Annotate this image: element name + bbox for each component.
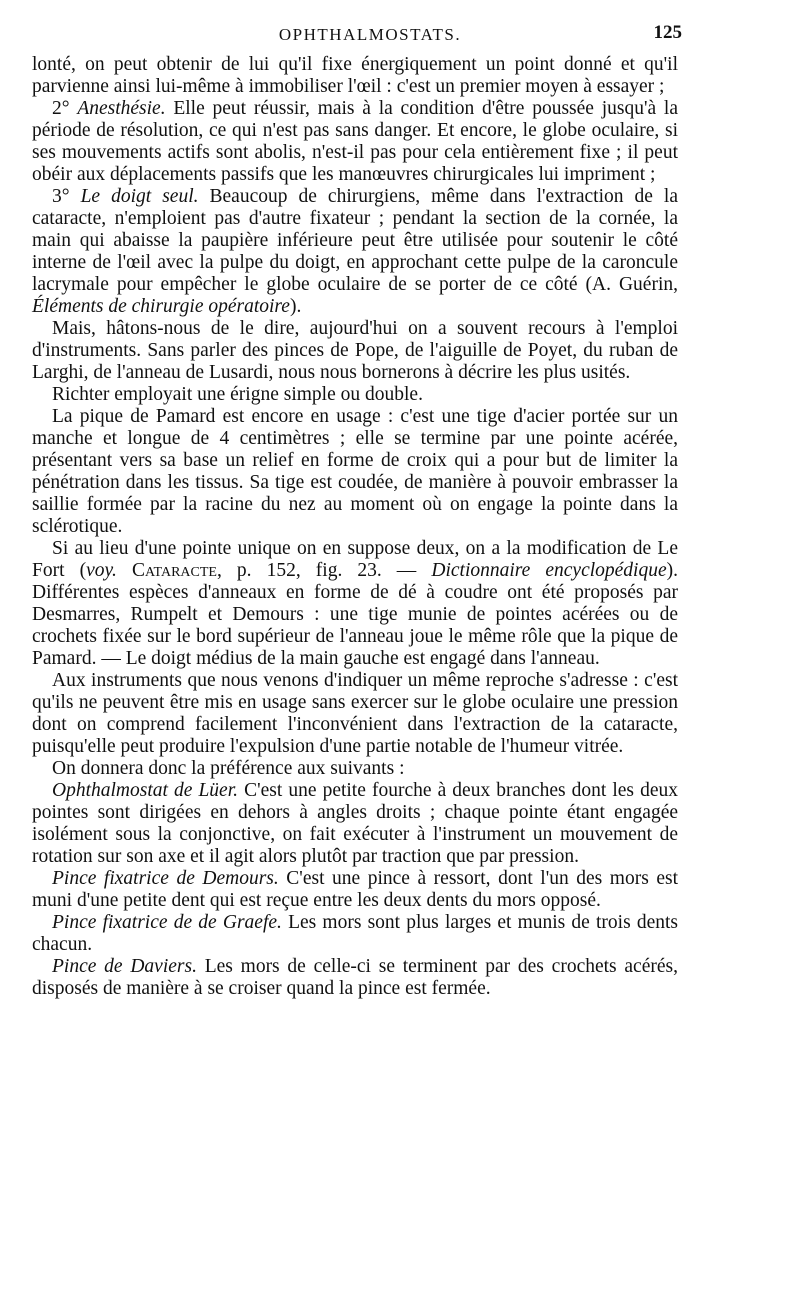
paragraph	[32, 538, 678, 670]
italic-text: Dictionnaire encyclopédique	[431, 560, 667, 581]
italic-text: Anesthésie.	[77, 98, 166, 119]
text-run: 3°	[52, 186, 81, 207]
italic-text: Pince de Daviers.	[52, 956, 197, 977]
text-run: Mais, hâtons-nous de le dire, aujourd'hui on a souvent recours à l'emploi d'instruments. Sans parler des pinces de Pope, de l'aiguille de Poyet, du ruban de Larghi, de l'anneau de Lusardi, nous nous bornerons à décrire les plus usités.	[32, 318, 678, 383]
book-page	[32, 22, 682, 1000]
text-run: C'est une petite fourche à deux branches dont les deux pointes sont dirigées en dehors à angles droits ; chaque pointe étant engagée isolément sous la conjonctive, on fait exécuter à l'instrument un mouvement de rotation sur son axe et il agit alors plutôt par traction que par pression.	[32, 780, 678, 867]
paragraph	[32, 406, 678, 538]
italic-text: Le doigt seul.	[80, 186, 199, 207]
paragraph	[32, 758, 678, 780]
text-run: C'est une pince à ressort, dont l'un des mors est muni d'une petite dent qui est reçue entre les deux dents du mors opposé.	[32, 868, 678, 911]
page-header	[32, 22, 682, 48]
body-text	[32, 54, 678, 1000]
paragraph	[32, 956, 678, 1000]
paragraph	[32, 868, 678, 912]
text-run: Elle peut réussir, mais à la condition d'être poussée jusqu'à la période de résolution, ce qui n'est pas sans danger. Et encore, le globe oculaire, si ses mouvements actifs sont abolis, n'est-il pas pour cela entièrement fixe ; il peut obéir aux déplacements passifs que les manœuvres chirurgicales lui impriment ;	[32, 98, 678, 185]
italic-text: Pince fixatrice de Demours.	[52, 868, 279, 889]
italic-text: Pince fixatrice de de Graefe.	[52, 912, 282, 933]
running-title: OPHTHALMOSTATS.	[278, 25, 462, 44]
paragraph	[32, 912, 678, 956]
paragraph	[32, 384, 678, 406]
text-run: 2°	[52, 98, 78, 119]
italic-text: Éléments de chirurgie opératoire	[32, 296, 290, 317]
paragraph	[32, 780, 678, 868]
text-run: ). Différentes espèces d'anneaux en forme de dé à coudre ont été proposés par Desmarres, Rumpelt et Demours : une tige munie de pointes acérées ou de crochets fixée sur le bord supérieur de l'anneau joue le même rôle que la pique de Pamard. — Le doigt médius de la main gauche est engagé dans l'anneau.	[32, 560, 679, 669]
paragraph	[32, 670, 678, 758]
text-run: Richter employait une érigne simple ou double.	[52, 384, 423, 405]
text-run: La pique de Pamard est encore en usage : c'est une tige d'acier portée sur un manche et longue de 4 centimètres ; elle se termine par une pointe acérée, présentant vers sa base un relief en forme de croix qui a pour but de limiter la pénétration dans les tissus. Sa tige est coudée, de manière à pouvoir embrasser la saillie formée par la racine du nez au moment où on engage la pointe dans la sclérotique.	[32, 406, 678, 537]
text-run: ).	[289, 296, 302, 317]
page-number: 125	[653, 22, 682, 43]
text-run: Beaucoup de chirurgiens, même dans l'extraction de la cataracte, n'emploient pas d'autre fixateur ; pendant la section de la cornée, la main qui abaisse la paupière inférieure peut être utilisée pour soutenir le côté interne de l'œil avec la pulpe du doigt, en approchant cette pulpe de la caroncule lacrymale pour empêcher le globe oculaire de se porter de ce côté (A. Guérin,	[32, 186, 678, 295]
text-run: Les mors de celle-ci se terminent par des crochets acérés, disposés de manière à se croiser quand la pince est fermée.	[32, 956, 678, 999]
paragraph	[32, 54, 678, 98]
text-run: Les mors sont plus larges et munis de trois dents chacun.	[32, 912, 679, 955]
paragraph	[32, 318, 678, 384]
text-run: On donnera donc la préférence aux suivants :	[52, 758, 405, 779]
italic-text: Ophthalmostat de Lüer.	[52, 780, 239, 801]
text-run: Aux instruments que nous venons d'indiquer un même reproche s'adresse : c'est qu'ils ne peuvent être mis en usage sans exercer sur le globe oculaire une pression dont on comprend facilement l'inconvénient dans l'extraction de la cataracte, puisqu'elle peut produire l'expulsion d'une partie notable de l'humeur vitrée.	[32, 670, 678, 757]
text-run: Cataracte	[131, 560, 217, 581]
text-run	[117, 560, 132, 581]
text-run: lonté, on peut obtenir de lui qu'il fixe énergiquement un point donné et qu'il parvienne ainsi lui-même à immobiliser l'œil : c'est un premier moyen à essayer ;	[32, 54, 678, 97]
text-run: , p. 152, fig. 23. —	[216, 560, 432, 581]
paragraph	[32, 186, 678, 318]
paragraph	[32, 98, 678, 186]
italic-text: voy.	[86, 560, 117, 581]
text-run: Si au lieu d'une pointe unique on en suppose deux, on a la modification de Le Fort (	[32, 538, 678, 581]
